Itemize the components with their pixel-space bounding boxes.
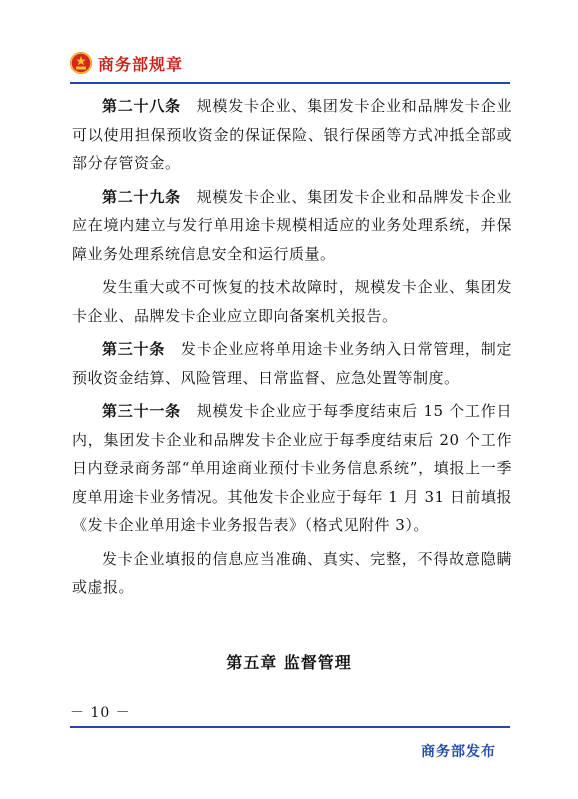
paragraph	[72, 92, 512, 178]
article-number: 第三十条	[102, 340, 166, 358]
paragraph-text: 发生重大或不可恢复的技术故障时，规模发卡企业、集团发卡企业、品牌发卡企业应立即向备案机关报告。	[72, 278, 512, 325]
header-divider	[70, 82, 510, 84]
paragraph	[72, 397, 512, 540]
paragraph	[72, 335, 512, 392]
document-body	[72, 92, 512, 602]
paragraph-text: 规模发卡企业应于每季度结束后 15 个工作日内，集团发卡企业和品牌发卡企业应于每季度结束后 20 个工作日内登录商务部“单用途商业预付卡业务信息系统”，填报上一季度单用途卡业务情况。其他发卡企业应于每年 1 月 31 日前填报《发卡企业单用途卡业务报告表》（格式见附件 3）。	[72, 402, 512, 534]
paragraph-text: 规模发卡企业、集团发卡企业和品牌发卡企业可以使用担保预收资金的保证保险、银行保函等方式冲抵全部或部分存管资金。	[72, 97, 512, 172]
article-number: 第二十九条	[102, 187, 181, 206]
chapter-heading: 第五章 监督管理	[226, 653, 352, 672]
footer-divider	[70, 726, 510, 728]
paragraph-text: 发卡企业填报的信息应当准确、真实、完整，不得故意隐瞒或虚报。	[72, 549, 512, 596]
paragraph-text: 规模发卡企业、集团发卡企业和品牌发卡企业应在境内建立与发行单用途卡规模相适应的业务处理系统，并保障业务处理系统信息安全和运行质量。	[72, 187, 512, 263]
paragraph	[72, 273, 512, 330]
page-header	[70, 48, 183, 78]
paragraph	[72, 545, 512, 602]
national-emblem-icon	[70, 52, 92, 74]
article-number: 第二十八条	[102, 97, 181, 115]
paragraph	[72, 183, 512, 269]
footer-publisher: 商务部发布	[421, 744, 496, 760]
article-number: 第三十一条	[102, 402, 181, 420]
page-number: － 10 －	[70, 705, 131, 721]
paragraph-text: 发卡企业应将单用途卡业务纳入日常管理，制定预收资金结算、风险管理、日常监督、应急处置等制度。	[72, 340, 512, 387]
header-title: 商务部规章	[98, 54, 184, 74]
